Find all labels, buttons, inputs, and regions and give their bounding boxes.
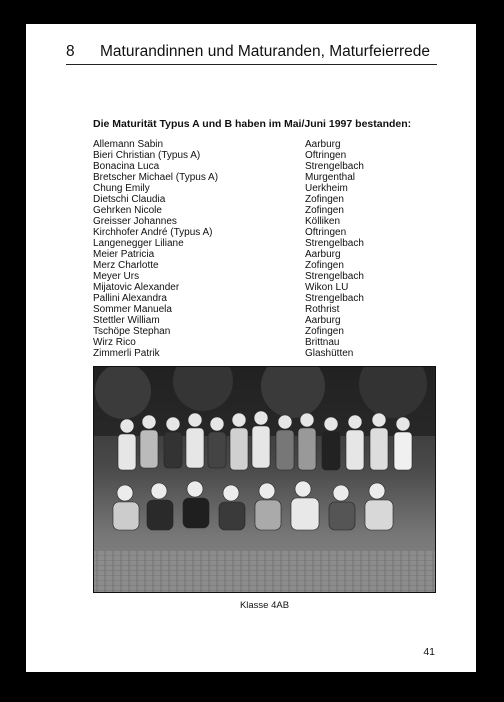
graduate-place: Zofingen <box>305 326 344 337</box>
graduate-names-list <box>93 139 293 359</box>
graduate-place: Glashütten <box>305 348 354 359</box>
chapter-header <box>66 42 437 65</box>
graduate-name: Bonacina Luca <box>93 161 160 172</box>
chapter-number: 8 <box>66 43 75 60</box>
graduate-name: Merz Charlotte <box>93 260 159 271</box>
graduate-place: Aarburg <box>305 249 341 260</box>
graduate-name: Gehrken Nicole <box>93 205 162 216</box>
graduate-name: Meier Patricia <box>93 249 155 260</box>
section-heading: Die Maturität Typus A und B haben im Mai/Juni 1997 bestanden: <box>93 118 412 130</box>
graduate-place: Aarburg <box>305 139 341 150</box>
graduate-name: Zimmerli Patrik <box>93 348 160 359</box>
graduate-name: Bretscher Michael (Typus A) <box>93 172 219 183</box>
chapter-title: Maturandinnen und Maturanden, Maturfeierrede <box>100 43 431 60</box>
graduate-place: Oftringen <box>305 227 347 238</box>
graduate-name: Wirz Rico <box>93 337 136 348</box>
graduate-place: Strengelbach <box>305 161 364 172</box>
graduate-name: Stettler William <box>93 315 160 326</box>
graduate-name: Greisser Johannes <box>93 216 177 227</box>
graduate-name: Langenegger Liliane <box>93 238 184 249</box>
graduate-name: Allemann Sabin <box>93 139 164 150</box>
graduate-place: Rothrist <box>305 304 340 315</box>
graduate-name: Meyer Urs <box>93 271 140 282</box>
graduate-place: Zofingen <box>305 205 344 216</box>
graduate-name: Pallini Alexandra <box>93 293 167 304</box>
class-photo <box>93 366 436 593</box>
graduate-places-list <box>305 139 425 359</box>
graduate-place: Strengelbach <box>305 293 364 304</box>
graduate-place: Murgenthal <box>305 172 356 183</box>
graduate-name: Bieri Christian (Typus A) <box>93 150 201 161</box>
graduate-name: Chung Emily <box>93 183 150 194</box>
graduate-name: Sommer Manuela <box>93 304 172 315</box>
graduate-place: Strengelbach <box>305 271 364 282</box>
photo-caption: Klasse 4AB <box>239 600 290 611</box>
graduate-place: Strengelbach <box>305 238 364 249</box>
graduate-name: Kirchhofer André (Typus A) <box>93 227 213 238</box>
graduate-name: Mijatovic Alexander <box>93 282 180 293</box>
graduate-name: Dietschi Claudia <box>93 194 166 205</box>
graduate-place: Brittnau <box>305 337 340 348</box>
graduate-place: Uerkheim <box>305 183 348 194</box>
graduate-name: Tschöpe Stephan <box>93 326 171 337</box>
page-number: 41 <box>423 646 435 658</box>
graduate-place: Zofingen <box>305 260 344 271</box>
graduate-place: Oftringen <box>305 150 347 161</box>
graduate-place: Wikon LU <box>305 282 349 293</box>
graduate-place: Zofingen <box>305 194 344 205</box>
graduate-place: Kölliken <box>305 216 341 227</box>
graduate-place: Aarburg <box>305 315 341 326</box>
